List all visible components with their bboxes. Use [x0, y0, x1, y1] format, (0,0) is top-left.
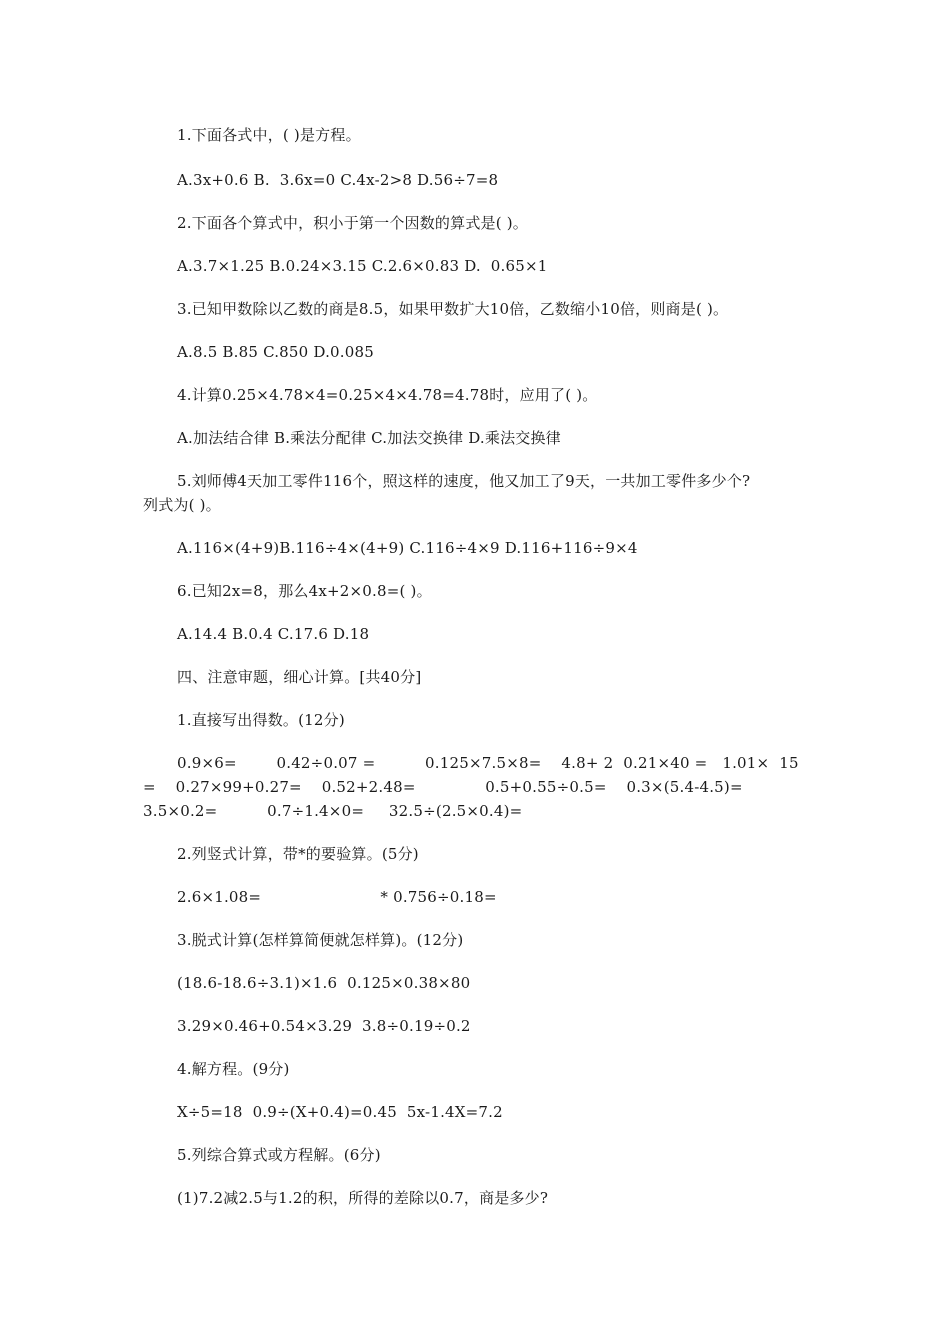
- question-3: 3.已知甲数除以乙数的商是8.5，如果甲数扩大10倍，乙数缩小10倍，则商是( )。: [177, 300, 729, 318]
- part-1-row-1: 0.9×6= 0.42÷0.07 = 0.125×7.5×8= 4.8+ 2 0.21×40 = 1.01× 15: [177, 754, 799, 772]
- question-5-options: A.116×(4+9)B.116÷4×(4+9) C.116÷4×9 D.116+116÷9×4: [177, 539, 638, 557]
- question-1-options: A.3x+0.6 B. 3.6x=0 C.4x-2>8 D.56÷7=8: [177, 171, 499, 189]
- part-1-heading: 1.直接写出得数。(12分): [177, 711, 345, 729]
- part-1-row-2: = 0.27×99+0.27= 0.52+2.48= 0.5+0.55÷0.5= 0.3×(5.4-4.5)=: [143, 778, 743, 796]
- question-6-options: A.14.4 B.0.4 C.17.6 D.18: [177, 625, 370, 643]
- question-5: 5.刘师傅4天加工零件116个，照这样的速度，他又加工了9天，一共加工零件多少个?: [177, 472, 751, 490]
- question-4: 4.计算0.25×4.78×4=0.25×4×4.78=4.78时，应用了( )。: [177, 386, 598, 404]
- part-4-heading: 4.解方程。(9分): [177, 1060, 290, 1078]
- question-2: 2.下面各个算式中，积小于第一个因数的算式是( )。: [177, 214, 528, 232]
- part-3-row-2: 3.29×0.46+0.54×3.29 3.8÷0.19÷0.2: [177, 1017, 471, 1035]
- part-2-problems: 2.6×1.08= * 0.756÷0.18=: [177, 888, 497, 906]
- question-4-options: A.加法结合律 B.乘法分配律 C.加法交换律 D.乘法交换律: [177, 429, 561, 447]
- part-4-equations: X÷5=18 0.9÷(X+0.4)=0.45 5x-1.4X=7.2: [177, 1103, 503, 1121]
- question-3-options: A.8.5 B.85 C.850 D.0.085: [177, 343, 374, 361]
- part-5-problem-1: (1)7.2减2.5与1.2的积，所得的差除以0.7，商是多少?: [177, 1189, 549, 1207]
- section-4-heading: 四、注意审题，细心计算。[共40分]: [177, 668, 422, 686]
- part-5-heading: 5.列综合算式或方程解。(6分): [177, 1146, 381, 1164]
- question-1: 1.下面各式中，( )是方程。: [177, 126, 361, 144]
- question-5-continued: 列式为( )。: [143, 496, 221, 514]
- question-2-options: A.3.7×1.25 B.0.24×3.15 C.2.6×0.83 D. 0.65×1: [177, 257, 548, 275]
- question-6: 6.已知2x=8，那么4x+2×0.8=( )。: [177, 582, 432, 600]
- part-2-heading: 2.列竖式计算，带*的要验算。(5分): [177, 845, 419, 863]
- part-1-row-3: 3.5×0.2= 0.7÷1.4×0= 32.5÷(2.5×0.4)=: [143, 802, 523, 820]
- part-3-row-1: (18.6-18.6÷3.1)×1.6 0.125×0.38×80: [177, 974, 471, 992]
- part-3-heading: 3.脱式计算(怎样算简便就怎样算)。(12分): [177, 931, 464, 949]
